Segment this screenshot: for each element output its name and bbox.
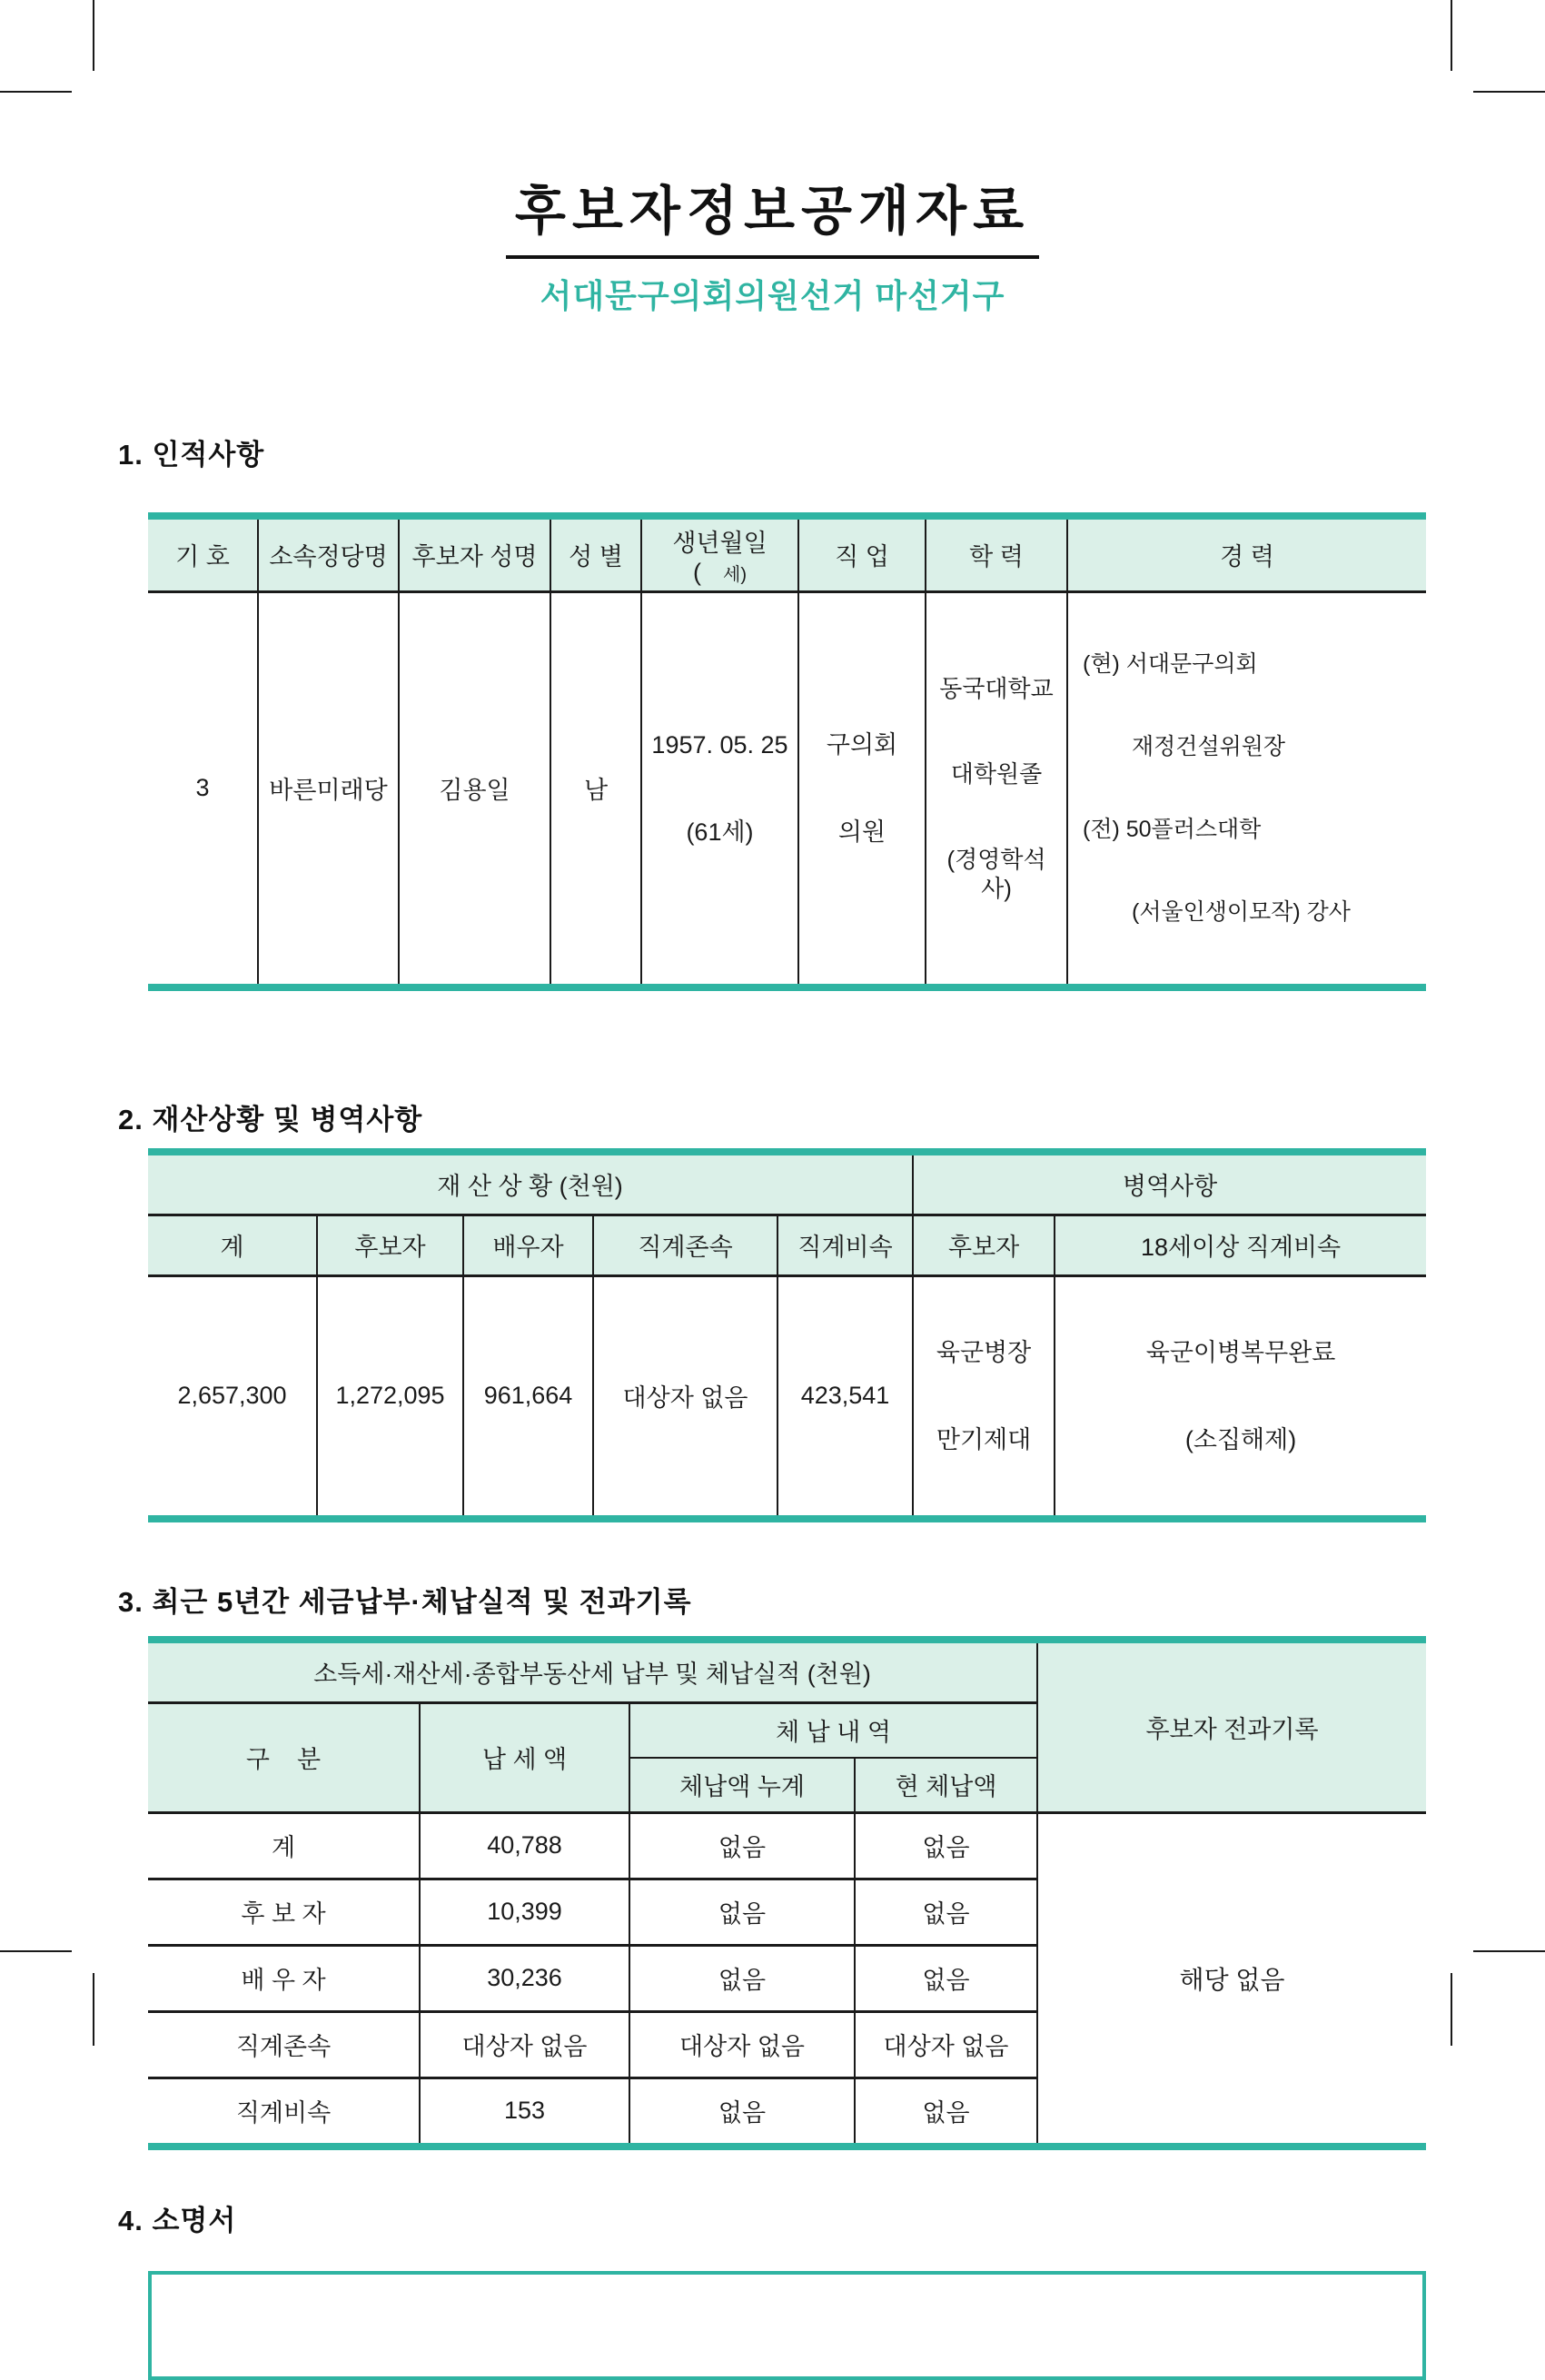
section-tax-criminal [118,1579,1545,2150]
career-cell [1067,591,1426,984]
division-cell: 계 [271,1834,296,1862]
section-assets-military [118,1096,1545,1522]
header-education: 학 력 [926,520,1067,592]
header-birthdate [641,520,798,592]
header-birthdate-main: 생년월일( [672,529,768,586]
personal-info-header-row [148,520,1426,592]
criminal-record-header: 후보자 전과기록 [1037,1643,1426,1813]
table-bottom-accent-bar [148,984,1426,991]
military-descendants-cell [1055,1275,1426,1515]
criminal-record-value-cell: 해당 없음 [1037,1812,1426,2143]
table-top-accent-bar [148,1148,1426,1155]
header-tax-paid: 납 세 액 [420,1702,629,1812]
tax-criminal-table [148,1643,1426,2143]
header-division: 구 분 [148,1702,420,1812]
section-personal-info [118,431,1545,991]
military-line: 육군이병복무완료 [1145,1338,1336,1366]
tax-paid-cell: 대상자 없음 [420,2011,629,2078]
subheader-total: 계 [148,1215,317,1275]
tax-row-total [148,1812,1426,1879]
table-bottom-accent-bar [148,2143,1426,2150]
division-cell: 후 보 자 [148,1879,420,1945]
arrears-cumulative-cell: 없음 [629,1812,855,1879]
education-cell [926,591,1067,984]
assets-descendants-cell: 423,541 [777,1275,913,1515]
subheader-ascendants: 직계존속 [593,1215,777,1275]
crop-mark-bottom-left-vertical [93,1973,94,2046]
subheader-military-candidate: 후보자 [913,1215,1055,1275]
division-cell: 배 우 자 [148,1945,420,2011]
crop-mark-bottom-left-horizontal [0,1950,72,1952]
subheader-spouse: 배우자 [463,1215,593,1275]
section3-heading: 3. 최근 5년간 세금납부·체납실적 및 전과기록 [118,1585,692,1618]
subheader-descendants: 직계비속 [777,1215,913,1275]
header-arrears-group: 체 납 내 역 [629,1702,1037,1758]
arrears-current-cell: 없음 [855,2078,1037,2143]
table-top-accent-bar [148,1636,1426,1643]
assets-military-table-wrap [148,1148,1426,1522]
arrears-current-cell: 대상자 없음 [855,2011,1037,2078]
tax-criminal-table-wrap [148,1636,1426,2150]
header-party: 소속정당명 [258,520,399,592]
age-line: (61세) [686,818,754,846]
subheader-military-descendants: 18세이상 직계비속 [1055,1215,1426,1275]
military-line: 만기제대 [936,1425,1032,1453]
personal-info-table [148,520,1426,984]
military-line: 육군병장 [936,1338,1032,1366]
crop-mark-top-left-horizontal [0,91,72,93]
assets-group-header: 재 산 상 황 (천원) [148,1155,913,1215]
career-line: (서울인생이모작) 강사 [1132,898,1351,925]
section-explanation [118,2197,1545,2380]
assets-data-row [148,1275,1426,1515]
section2-heading: 2. 재산상황 및 병역사항 [118,1103,423,1135]
birthdate-line: 1957. 05. 25 [651,730,788,759]
header-birthdate-age-suffix: 세) [723,564,747,585]
candidate-name-cell: 김용일 [399,591,550,984]
header-career: 경 력 [1067,520,1426,592]
header-ballot-number: 기 호 [148,520,258,592]
tax-paid-cell: 10,399 [420,1879,629,1945]
military-group-header: 병역사항 [913,1155,1426,1215]
arrears-current-cell: 없음 [855,1945,1037,2011]
arrears-current-cell: 없음 [855,1812,1037,1879]
section4-heading: 4. 소명서 [118,2204,237,2236]
education-line: 대학원졸 [950,759,1043,788]
ballot-number-cell: 3 [195,774,210,802]
tax-group-header-row [148,1643,1426,1703]
table-top-accent-bar [148,512,1426,520]
birthdate-cell [641,591,798,984]
assets-spouse-cell: 961,664 [463,1275,593,1515]
assets-group-header-row [148,1155,1426,1215]
assets-candidate-cell: 1,272,095 [317,1275,463,1515]
crop-mark-bottom-right-horizontal [1473,1950,1545,1952]
occupation-line: 구의회 [826,730,898,759]
arrears-current-cell: 없음 [855,1879,1037,1945]
division-cell: 직계비속 [148,2078,420,2143]
document-title: 후보자정보공개자료 [506,182,1039,259]
title-block [0,0,1545,317]
header-arrears-current: 현 체납액 [855,1758,1037,1813]
military-candidate-cell [913,1275,1055,1515]
personal-info-table-wrap [148,512,1426,991]
header-arrears-cumulative: 체납액 누계 [629,1758,855,1813]
arrears-cumulative-cell: 대상자 없음 [629,2011,855,2078]
tax-paid-cell: 40,788 [420,1812,629,1879]
arrears-cumulative-cell: 없음 [629,1945,855,2011]
military-line: (소집해제) [1184,1425,1297,1453]
explanation-box [148,2271,1426,2380]
crop-mark-top-left-vertical [93,0,94,71]
header-candidate-name: 후보자 성명 [399,520,550,592]
gender-cell: 남 [550,591,641,984]
personal-info-data-row [148,591,1426,984]
assets-military-table [148,1155,1426,1515]
career-line: (현) 서대문구의회 [1083,650,1258,677]
arrears-cumulative-cell: 없음 [629,1879,855,1945]
header-gender: 성 별 [550,520,641,592]
header-occupation: 직 업 [798,520,926,592]
crop-mark-bottom-right-vertical [1451,1973,1452,2046]
assets-ascendants-cell: 대상자 없음 [593,1275,777,1515]
career-line: (전) 50플러스대학 [1083,816,1262,842]
tax-paid-cell: 153 [420,2078,629,2143]
division-cell: 직계존속 [148,2011,420,2078]
arrears-cumulative-cell: 없음 [629,2078,855,2143]
education-line: 동국대학교 [939,674,1054,702]
assets-total-cell: 2,657,300 [177,1382,287,1410]
section1-heading: 1. 인적사항 [118,438,265,471]
tax-paid-cell: 30,236 [420,1945,629,2011]
party-cell: 바른미래당 [258,591,399,984]
occupation-line: 의원 [837,818,886,846]
crop-mark-top-right-vertical [1451,0,1452,71]
subheader-candidate: 후보자 [317,1215,463,1275]
crop-mark-top-right-horizontal [1473,91,1545,93]
table-bottom-accent-bar [148,1515,1426,1522]
occupation-cell [798,591,926,984]
tax-group-header: 소득세·재산세·종합부동산세 납부 및 체납실적 (천원) [148,1643,1037,1703]
education-line: (경영학석사) [946,845,1046,902]
election-district-subtitle: 서대문구의회의원선거 마선거구 [540,276,1005,314]
assets-subheader-row [148,1215,1426,1275]
career-line: 재정건설위원장 [1132,733,1286,759]
